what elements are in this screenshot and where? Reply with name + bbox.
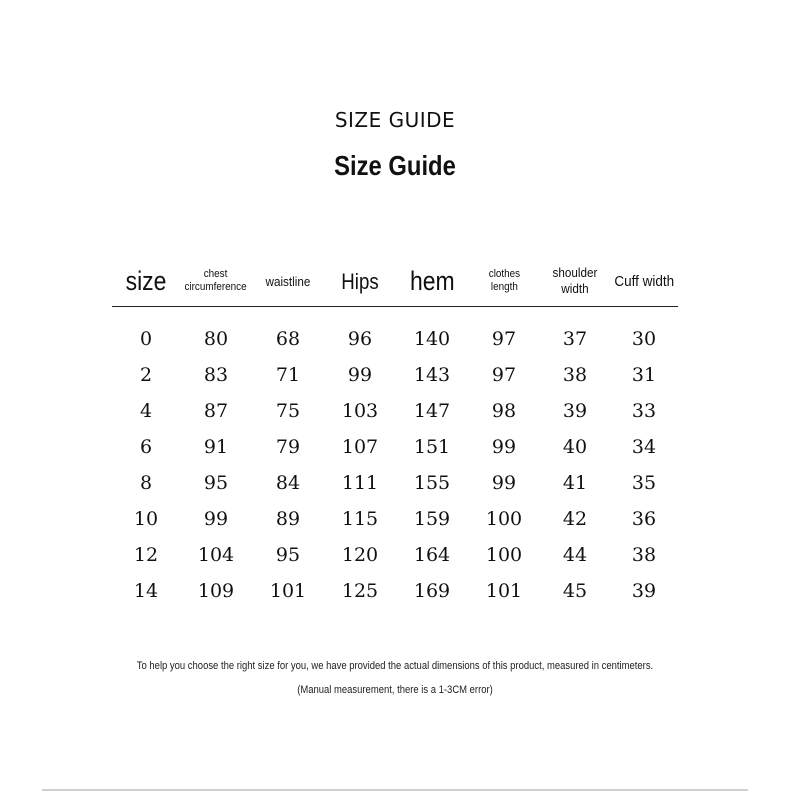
cell-chest: 99 (203, 508, 229, 530)
page-title: Size Guide (334, 150, 456, 181)
cell-waist: 95 (275, 544, 301, 566)
cell-hem: 169 (413, 580, 451, 602)
cell-hips: 107 (341, 436, 379, 458)
cell-shoulder: 41 (562, 472, 588, 494)
cell-cuff: 39 (631, 580, 657, 602)
cell-waist: 84 (275, 472, 301, 494)
cell-length: 97 (491, 364, 517, 386)
cell-hips: 96 (347, 328, 373, 350)
cell-chest: 91 (203, 436, 229, 458)
cell-chest: 109 (197, 580, 235, 602)
cell-size: 8 (139, 472, 153, 494)
table-row (112, 573, 678, 609)
cell-cuff: 38 (631, 544, 657, 566)
cell-length: 98 (491, 400, 517, 422)
col-header-shoulder-width: shoulder width (540, 258, 610, 307)
cell-size: 6 (139, 436, 153, 458)
cell-size: 10 (133, 508, 159, 530)
cell-hips: 115 (341, 508, 379, 530)
cell-cuff: 33 (631, 400, 657, 422)
cell-length: 99 (491, 472, 517, 494)
col-header-cuff-width: Cuff width (610, 258, 678, 307)
cell-hips: 125 (341, 580, 379, 602)
cell-size: 0 (139, 328, 153, 350)
cell-shoulder: 40 (562, 436, 588, 458)
cell-length: 101 (485, 580, 523, 602)
cell-waist: 75 (275, 400, 301, 422)
cell-waist: 101 (269, 580, 307, 602)
table-row (112, 537, 678, 573)
cell-size: 12 (133, 544, 159, 566)
bottom-divider (42, 789, 748, 791)
table-row (112, 321, 678, 357)
cell-length: 97 (491, 328, 517, 350)
error-note: (Manual measurement, there is a 1-3CM error) (297, 684, 493, 696)
cell-hem: 164 (413, 544, 451, 566)
table-row (112, 429, 678, 465)
cell-length: 99 (491, 436, 517, 458)
table-row (112, 465, 678, 501)
cell-hem: 147 (413, 400, 451, 422)
table-header-row (112, 258, 678, 307)
cell-hips: 120 (341, 544, 379, 566)
cell-shoulder: 42 (562, 508, 588, 530)
cell-chest: 83 (203, 364, 229, 386)
cell-waist: 68 (275, 328, 301, 350)
col-header-hips: Hips (324, 258, 396, 307)
cell-cuff: 31 (631, 364, 657, 386)
col-header-chest: chest circumference (180, 258, 252, 307)
table-row (112, 501, 678, 537)
cell-shoulder: 44 (562, 544, 588, 566)
table-row (112, 393, 678, 429)
col-header-clothes-length: clothes length (468, 258, 540, 307)
cell-size: 4 (139, 400, 153, 422)
cell-hips: 99 (347, 364, 373, 386)
cell-cuff: 35 (631, 472, 657, 494)
col-header-size: size (112, 258, 180, 307)
cell-shoulder: 37 (562, 328, 588, 350)
cell-waist: 79 (275, 436, 301, 458)
cell-chest: 80 (203, 328, 229, 350)
cell-chest: 95 (203, 472, 229, 494)
cell-hips: 111 (341, 472, 379, 494)
cell-cuff: 36 (631, 508, 657, 530)
cell-hem: 151 (413, 436, 451, 458)
cell-hips: 103 (341, 400, 379, 422)
col-header-hem: hem (396, 258, 468, 307)
cell-length: 100 (485, 508, 523, 530)
cell-waist: 71 (275, 364, 301, 386)
cell-hem: 143 (413, 364, 451, 386)
cell-hem: 140 (413, 328, 451, 350)
cell-waist: 89 (275, 508, 301, 530)
cell-chest: 104 (197, 544, 235, 566)
size-table (112, 258, 678, 609)
cell-shoulder: 45 (562, 580, 588, 602)
cell-cuff: 34 (631, 436, 657, 458)
title-en: SIZE GUIDE (334, 108, 456, 132)
cell-hem: 159 (413, 508, 451, 530)
measurement-note: To help you choose the right size for you, we have provided the actual dimensions of this product, measured in centimeters. (136, 660, 654, 672)
col-header-waistline: waistline (252, 258, 324, 307)
cell-hem: 155 (413, 472, 451, 494)
cell-cuff: 30 (631, 328, 657, 350)
cell-size: 14 (133, 580, 159, 602)
cell-size: 2 (139, 364, 153, 386)
cell-chest: 87 (203, 400, 229, 422)
cell-length: 100 (485, 544, 523, 566)
cell-shoulder: 38 (562, 364, 588, 386)
table-row (112, 357, 678, 393)
cell-shoulder: 39 (562, 400, 588, 422)
